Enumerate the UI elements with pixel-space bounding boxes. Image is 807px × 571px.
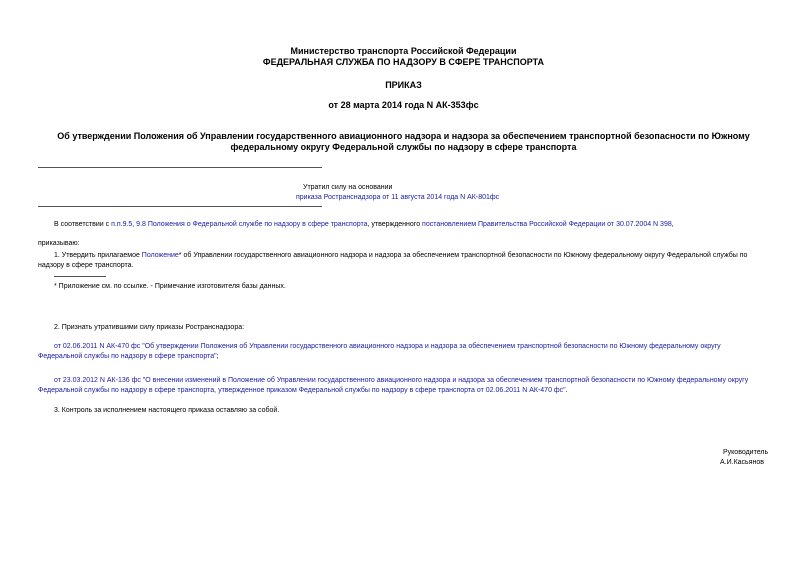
revoked-order-1-link[interactable]: от 02.06.2011 N АК-470 фс "Об утверждении Положения об Управлении государственного авиационного надзора и надзора за обеспечением транспортной безопасности по Южному федеральному округу xyxy=(54,343,721,350)
revoked-order-2-link-cont[interactable]: Федеральной службы по надзору в сфере транспорта, утвержденное приказом Федеральной службы по надзору в сфере транспорта от 02.06.2011 N АК-470 фс" xyxy=(38,387,566,394)
item-1-after: * об Управлении государственного авиационного надзора и надзора за обеспечением транспортной безопасности по Южному федеральному округу Федеральной службы по xyxy=(178,252,748,259)
divider-top xyxy=(38,167,322,168)
item-2: 2. Признать утратившими силу приказы Ространснадзора: xyxy=(54,324,245,331)
item-1-before: 1. Утвердить прилагаемое xyxy=(54,252,142,259)
footnote: * Приложение см. по ссылке. - Примечание изготовителя базы данных. xyxy=(54,283,286,290)
revoked-order-2-tail: . xyxy=(565,387,568,394)
revoked-order-2-line1 xyxy=(54,376,748,386)
revoked-order-2-link[interactable]: от 23.03.2012 N АК-136 фс "О внесении изменений в Положение об Управлении государственного авиационного надзора и надзора за обеспечением транспортной безопасности по Южному федеральному округу xyxy=(54,377,749,384)
doc-title-line1: Об утверждении Положения об Управлении государственного авиационного надзора и надзора за обеспечением транспортной безопасности по Южному xyxy=(57,131,750,141)
revoked-order-1-line2 xyxy=(38,352,219,362)
lost-force-link[interactable]: приказа Ространснадзора от 11 августа 2014 года N АК-801фс xyxy=(296,194,500,201)
service-name: ФЕДЕРАЛЬНАЯ СЛУЖБА ПО НАДЗОРУ В СФЕРЕ ТРАНСПОРТА xyxy=(262,57,545,67)
preamble-middle: , утвержденного xyxy=(367,221,423,228)
government-decree-link[interactable]: постановлением Правительства Российской Федерации от 30.07.2004 N 398 xyxy=(422,221,672,228)
ministry-name: Министерство транспорта Российской Федерации xyxy=(290,46,517,56)
footnote-rule xyxy=(54,276,106,277)
lost-force-text: Утратил силу на основании xyxy=(303,184,393,191)
revoked-order-1-line1 xyxy=(54,342,721,352)
regulation-annex-link[interactable]: Положение xyxy=(141,252,179,259)
item-3: 3. Контроль за исполнением настоящего приказа оставляю за собой. xyxy=(54,407,280,414)
doc-date-number: от 28 марта 2014 года N АК-353фс xyxy=(328,100,479,110)
regulation-link[interactable]: п.п.9.5, 9.8 Положения о Федеральной службе по надзору в сфере транспорта xyxy=(111,221,368,228)
preamble xyxy=(54,220,674,230)
item-1-line2: надзору в сфере транспорта. xyxy=(38,262,134,269)
preamble-before: В соответствии с xyxy=(54,221,112,228)
divider-bottom xyxy=(38,206,322,207)
signature-name: А.И.Касьянов xyxy=(720,459,764,466)
doc-title-line2: федеральному округу Федеральной службы по надзору в сфере транспорта xyxy=(230,142,577,152)
preamble-after: , xyxy=(671,221,674,228)
order-word: приказываю: xyxy=(38,240,80,247)
signature-position: Руководитель xyxy=(723,449,769,456)
revoked-order-1-tail: ; xyxy=(216,353,219,360)
revoked-order-1-link-cont[interactable]: Федеральной службы по надзору в сфере транспорта" xyxy=(38,353,217,360)
revoked-order-2-line2 xyxy=(38,386,568,396)
item-1-line1 xyxy=(54,251,747,261)
doc-type: ПРИКАЗ xyxy=(385,80,422,90)
